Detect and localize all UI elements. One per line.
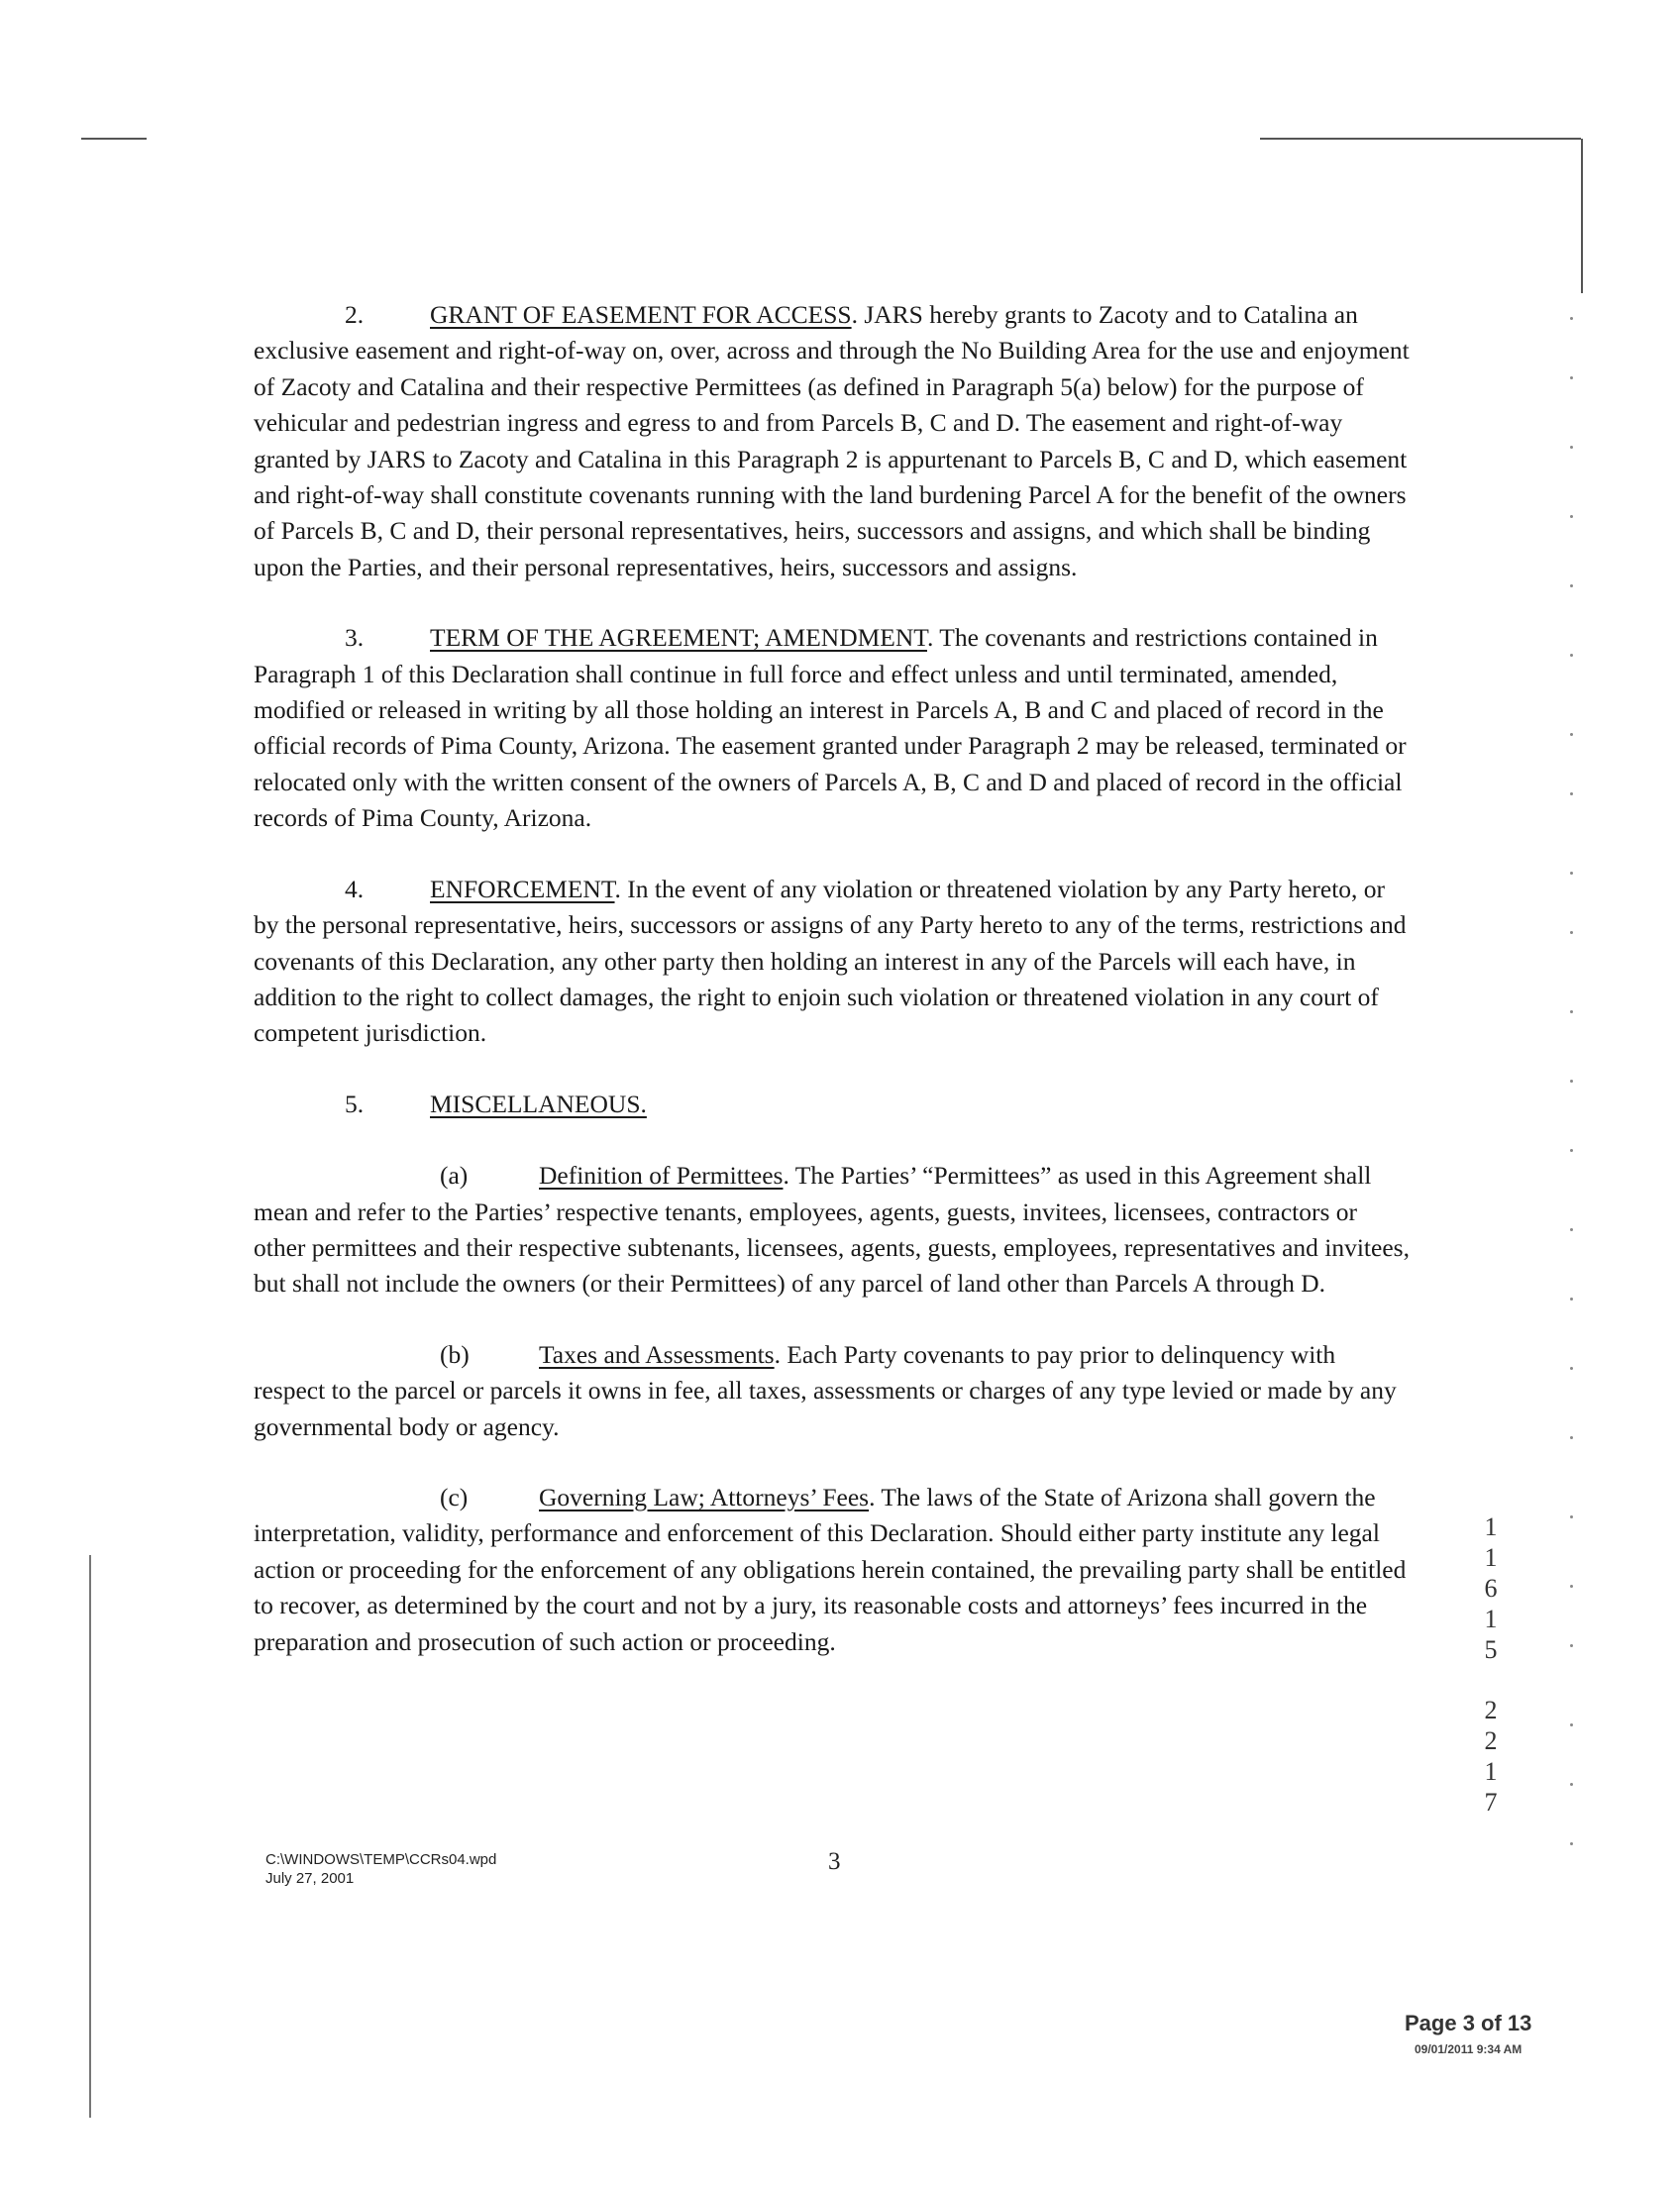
scan-page-label: Page 3 of 13 bbox=[1405, 2011, 1532, 2035]
subsection-heading: Governing Law; Attorneys’ Fees bbox=[539, 1482, 870, 1511]
section-5c bbox=[254, 1480, 1413, 1660]
section-2 bbox=[254, 297, 1413, 585]
section-heading: GRANT OF EASEMENT FOR ACCESS bbox=[430, 300, 852, 329]
section-5a bbox=[254, 1158, 1413, 1302]
docket-digit: 5 bbox=[1484, 1635, 1498, 1664]
section-4 bbox=[254, 872, 1413, 1052]
scan-timestamp: 09/01/2011 9:34 AM bbox=[1415, 2042, 1522, 2056]
subsection-number: (b) bbox=[440, 1339, 470, 1369]
subsection-text: . Each Party covenants to pay prior to delinquency with respect to the parcel or parcels it owns in fee, all taxes, assessments or charges of any type levied or made by any governmental body or agency. bbox=[254, 1339, 1397, 1441]
section-text: . In the event of any violation or threatened violation by any Party hereto, or by the personal representative, heirs, successors or assigns of any Party hereto to any of the terms, restrictions and covenants of this Declaration, any other party then holding an interest in any of the Parcels will each have, in addition to the right to collect damages, the right to enjoin such violation or threatened violation in any court of competent jurisdiction. bbox=[254, 874, 1407, 1048]
subsection-text: . The laws of the State of Arizona shall govern the interpretation, validity, performance and enforcement of this Declaration. Should either party institute any legal action or proceeding for the enforcement of any obligations herein contained, the prevailing party shall be entitled to recover, as determined by the court and not by a jury, its reasonable costs and attorneys’ fees incurred in the preparation and prosecution of such action or proceeding. bbox=[254, 1482, 1407, 1656]
page-number: 3 bbox=[828, 1848, 841, 1875]
file-path: C:\WINDOWS\TEMP\CCRs04.wpd bbox=[265, 1851, 497, 1868]
subsection-text: . The Parties’ “Permittees” as used in this Agreement shall mean and refer to the Parties’ respective tenants, employees, agents, guests, invitees, licensees, contractors or other permittees and their respective subtenants, licensees, agents, guests, employees, representatives and invitees, but shall not include the owners (or their Permittees) of any parcel of land other than Parcels A through D. bbox=[254, 1161, 1410, 1299]
scan-edge-line bbox=[89, 1555, 91, 2118]
docket-digit: 1 bbox=[1484, 1543, 1498, 1572]
subsection-number: (c) bbox=[440, 1482, 469, 1511]
footer-file-info bbox=[265, 1850, 496, 1888]
section-5b bbox=[254, 1337, 1413, 1445]
section-heading: TERM OF THE AGREEMENT; AMENDMENT bbox=[430, 623, 927, 653]
subsection-heading: Definition of Permittees bbox=[539, 1161, 784, 1191]
recording-stamp bbox=[1476, 1511, 1506, 1818]
document-body bbox=[254, 297, 1413, 1695]
file-date: July 27, 2001 bbox=[265, 1870, 355, 1887]
scan-edge-line bbox=[81, 138, 147, 140]
section-number: 4. bbox=[345, 874, 365, 903]
section-number: 2. bbox=[345, 300, 365, 329]
subsection-number: (a) bbox=[440, 1161, 469, 1191]
page-digit: 7 bbox=[1484, 1788, 1498, 1817]
docket-digit: 1 bbox=[1484, 1605, 1498, 1633]
section-5 bbox=[254, 1087, 1413, 1122]
section-3 bbox=[254, 620, 1413, 836]
subsection-heading: Taxes and Assessments bbox=[539, 1339, 775, 1369]
docket-digit: 1 bbox=[1484, 1512, 1498, 1541]
section-number: 3. bbox=[345, 623, 365, 653]
section-text: . JARS hereby grants to Zacoty and to Catalina an exclusive easement and right-of-way on, over, across and through the No Building Area for the use and enjoyment of Zacoty and Catalina and their respective Permittees (as defined in Paragraph 5(a) below) for the purpose of vehicular and pedestrian ingress and egress to and from Parcels B, C and D. The easement and right-of-way granted by JARS to Zacoty and Catalina in this Paragraph 2 is appurtenant to Parcels B, C and D, which easement and right-of-way shall constitute covenants running with the land burdening Parcel A for the benefit of the owners of Parcels B, C and D, their personal representatives, heirs, successors and assigns, and which shall be binding upon the Parties, and their personal representatives, heirs, successors and assigns. bbox=[254, 300, 1410, 581]
docket-digit: 6 bbox=[1484, 1574, 1498, 1603]
page-digit: 2 bbox=[1484, 1696, 1498, 1724]
section-text: . The covenants and restrictions contained in Paragraph 1 of this Declaration shall continue in full force and effect unless and until terminated, amended, modified or released in writing by all those holding an interest in Parcels A, B and C and placed of record in the official records of Pima County, Arizona. The easement granted under Paragraph 2 may be released, terminated or relocated only with the written consent of the owners of Parcels A, B, C and D and placed of record in the official records of Pima County, Arizona. bbox=[254, 623, 1407, 833]
section-heading: ENFORCEMENT bbox=[430, 874, 615, 903]
page-digit: 2 bbox=[1484, 1726, 1498, 1755]
scan-edge-line bbox=[1260, 138, 1581, 140]
section-heading: MISCELLANEOUS. bbox=[430, 1089, 647, 1118]
page-digit: 1 bbox=[1484, 1757, 1498, 1786]
section-number: 5. bbox=[345, 1089, 365, 1118]
scan-edge-line bbox=[1581, 139, 1583, 293]
